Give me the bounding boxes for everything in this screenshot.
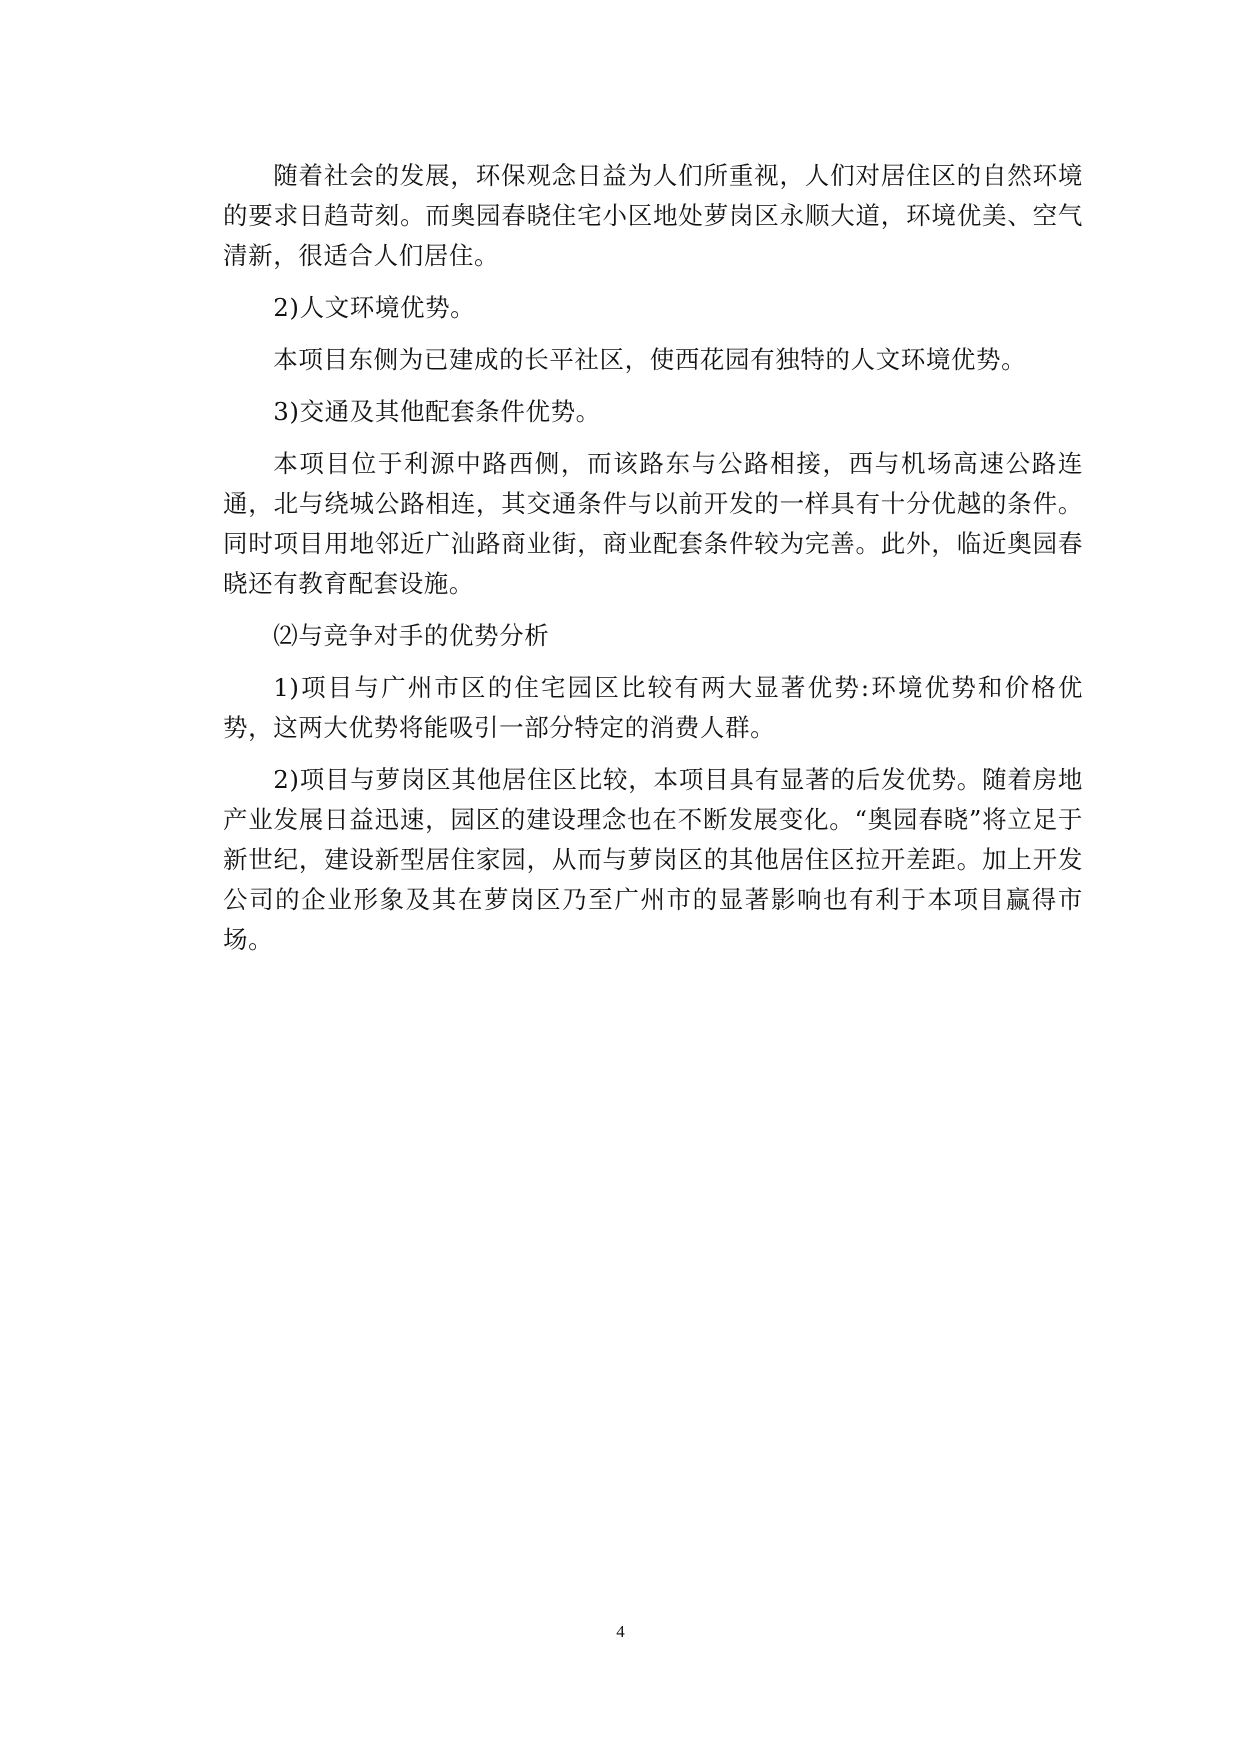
heading-traffic-advantage: 3)交通及其他配套条件优势。 <box>273 397 601 426</box>
paragraph-cultural: 本项目东侧为已建成的长平社区，使西花园有独特的人文环境优势。 <box>273 345 1027 374</box>
heading-cultural-advantage: 2)人文环境优势。 <box>273 293 476 322</box>
body-text <box>223 156 1083 972</box>
paragraph-advantage-1: 1)项目与广州市区的住宅园区比较有两大显著优势:环境优势和价格优势，这两大优势将能吸引一部分特定的消费人群。 <box>223 673 1083 742</box>
paragraph-environment: 随着社会的发展，环保观念日益为人们所重视，人们对居住区的自然环境的要求日趋苛刻。而奥园春晓住宅小区地处萝岗区永顺大道，环境优美、空气清新，很适合人们居住。 <box>223 161 1083 270</box>
page-number: 4 <box>616 1622 625 1641</box>
paragraph-traffic: 本项目位于利源中路西侧，而该路东与公路相接，西与机场高速公路连通，北与绕城公路相连，其交通条件与以前开发的一样具有十分优越的条件。同时项目用地邻近广汕路商业街，商业配套条件较为完善。此外，临近奥园春晓还有教育配套设施。 <box>223 449 1083 598</box>
paragraph-advantage-2: 2)项目与萝岗区其他居住区比较，本项目具有显著的后发优势。随着房地产业发展日益迅速，园区的建设理念也在不断发展变化。“奥园春晓”将立足于新世纪，建设新型居住家园，从而与萝岗区的其他居住区拉开差距。加上开发公司的企业形象及其在萝岗区乃至广州市的显著影响也有利于本项目赢得市场。 <box>223 765 1083 954</box>
heading-competitor-analysis: ⑵与竞争对手的优势分析 <box>273 621 550 650</box>
